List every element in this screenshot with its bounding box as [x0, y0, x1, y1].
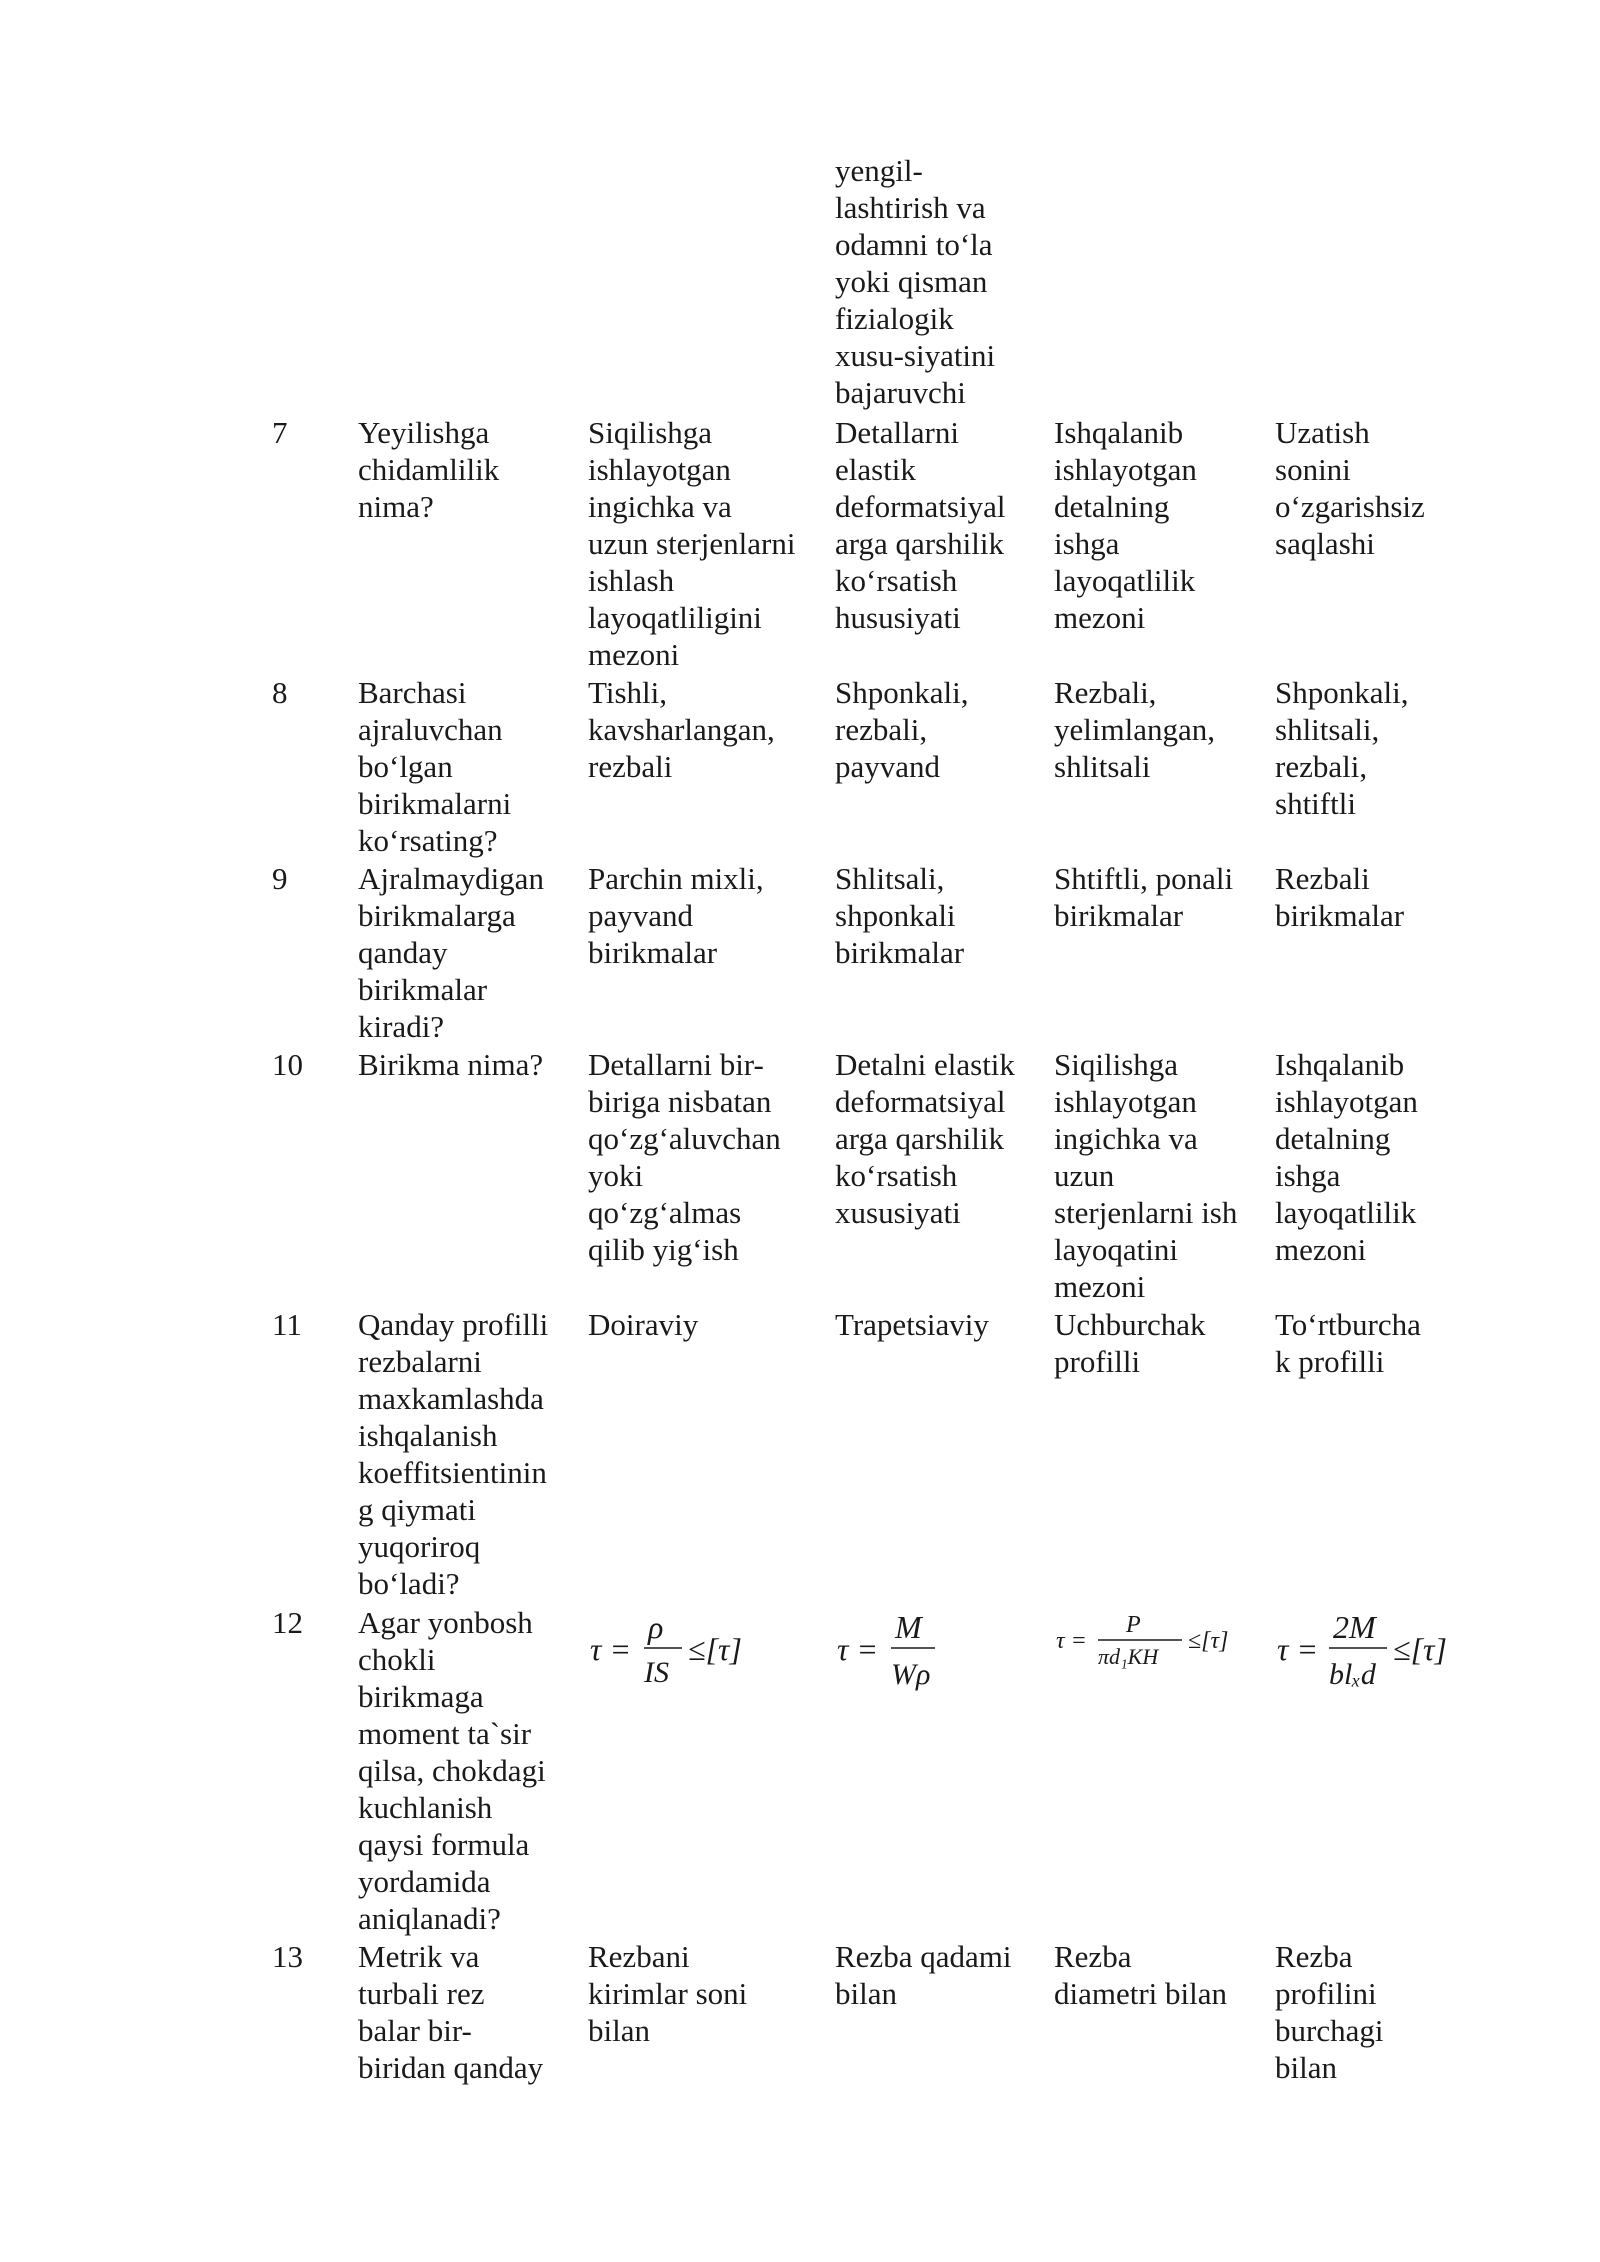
row-13-answer-a: Rezbani kirimlar soni bilan — [588, 1939, 748, 2048]
row-13-question: Metrik va turbali rez balar bir- biridan qanday — [358, 1939, 544, 2085]
row-7-answer-d: Uzatish sonini o‘zgarishsiz saqlashi — [1275, 415, 1425, 561]
row-13-answer-b: Rezba qadami bilan — [835, 1939, 1012, 2011]
row-12-number: 12 — [272, 1605, 303, 1640]
row-9-number: 9 — [272, 861, 288, 896]
formula-b — [835, 1602, 985, 1692]
row-0-answer-b: yengil- lashtirish va odamni to‘la yoki qisman fizialogik xusu-siyatini bajaruvchi — [835, 153, 996, 410]
row-8-question: Barchasi ajraluvchan bo‘lgan birikmalarni ko‘rsating? — [358, 675, 512, 858]
formula-c-rhs: ≤[τ] — [1188, 1628, 1229, 1654]
formula-d-rhs: ≤[τ] — [1393, 1631, 1447, 1667]
row-9-answer-d: Rezbali birikmalar — [1275, 861, 1405, 933]
row-11-number: 11 — [272, 1307, 302, 1342]
formula-a-rhs: ≤[τ] — [688, 1631, 742, 1667]
row-10-answer-b: Detalni elastik deformatsiyal arga qarshilik ko‘rsatish xususiyati — [835, 1047, 1015, 1230]
formula-c-numerator: P — [1126, 1612, 1141, 1638]
formula-c-denominator: πd₁KH — [1098, 1644, 1159, 1669]
row-8-number: 8 — [272, 675, 288, 710]
row-12-question: Agar yonbosh chokli birikmaga moment ta`sir qilsa, chokdagi kuchlanish qaysi formula yordamida aniqlanadi? — [358, 1605, 546, 1936]
formula-d — [1275, 1602, 1475, 1692]
formula-d-lhs: τ = — [1277, 1631, 1319, 1667]
row-8-answer-c: Rezbali, yelimlangan, shlitsali — [1054, 675, 1215, 784]
row-13-answer-d: Rezba profilini burchagi bilan — [1275, 1939, 1384, 2085]
formula-a — [588, 1602, 758, 1692]
formula-a-numerator: ρ — [648, 1609, 664, 1645]
row-7-answer-b: Detallarni elastik deformatsiyal arga qarshilik ko‘rsatish hususiyati — [835, 415, 1006, 635]
row-11-answer-a: Doiraviy — [588, 1307, 699, 1342]
formula-b-denominator: Wρ — [891, 1658, 931, 1691]
row-8-answer-a: Tishli, kavsharlangan, rezbali — [588, 675, 775, 784]
row-9-answer-b: Shlitsali, shponkali birikmalar — [835, 861, 965, 970]
row-11-question: Qanday profilli rezbalarni maxkamlashda ishqalanish koeffitsientinin g qiymati yuqoriroq bo‘ladi? — [358, 1307, 549, 1601]
row-8-answer-d: Shponkali, shlitsali, rezbali, shtiftli — [1275, 675, 1409, 821]
row-11-answer-c: Uchburchak profilli — [1054, 1307, 1206, 1379]
row-11-answer-b: Trapetsiaviy — [835, 1307, 989, 1342]
row-10-question: Birikma nima? — [358, 1047, 544, 1082]
formula-d-numerator: 2M — [1333, 1609, 1376, 1645]
formula-d-denominator: blₓd — [1329, 1658, 1376, 1691]
row-10-answer-a: Detallarni bir- biriga nisbatan qo‘zg‘aluvchan yoki qo‘zg‘almas qilib yig‘ish — [588, 1047, 781, 1267]
row-7-answer-a: Siqilishga ishlayotgan ingichka va uzun sterjenlarni ishlash layoqatliligini mezoni — [588, 415, 796, 672]
row-10-answer-d: Ishqalanib ishlayotgan detalning ishga layoqatlilik mezoni — [1275, 1047, 1418, 1267]
formula-b-numerator: M — [895, 1609, 922, 1645]
row-11-answer-d: To‘rtburcha k profilli — [1275, 1307, 1421, 1379]
row-9-question: Ajralmaydigan birikmalarga qanday birikmalar kiradi? — [358, 861, 544, 1044]
formula-a-denominator: IS — [644, 1656, 669, 1689]
row-9-answer-a: Parchin mixli, payvand birikmalar — [588, 861, 764, 970]
row-10-number: 10 — [272, 1047, 303, 1082]
row-7-answer-c: Ishqalanib ishlayotgan detalning ishga layoqatlilik mezoni — [1054, 415, 1197, 635]
formula-c — [1054, 1602, 1244, 1682]
formula-b-lhs: τ = — [837, 1631, 879, 1667]
formula-c-lhs: τ = — [1056, 1628, 1087, 1654]
formula-a-lhs: τ = — [590, 1631, 632, 1667]
row-7-question: Yeyilishga chidamlilik nima? — [358, 415, 500, 524]
row-13-number: 13 — [272, 1939, 303, 1974]
row-9-answer-c: Shtiftli, ponali birikmalar — [1054, 861, 1234, 933]
row-10-answer-c: Siqilishga ishlayotgan ingichka va uzun sterjenlarni ish layoqatini mezoni — [1054, 1047, 1238, 1304]
row-7-number: 7 — [272, 415, 288, 450]
row-13-answer-c: Rezba diametri bilan — [1054, 1939, 1228, 2011]
row-8-answer-b: Shponkali, rezbali, payvand — [835, 675, 969, 784]
